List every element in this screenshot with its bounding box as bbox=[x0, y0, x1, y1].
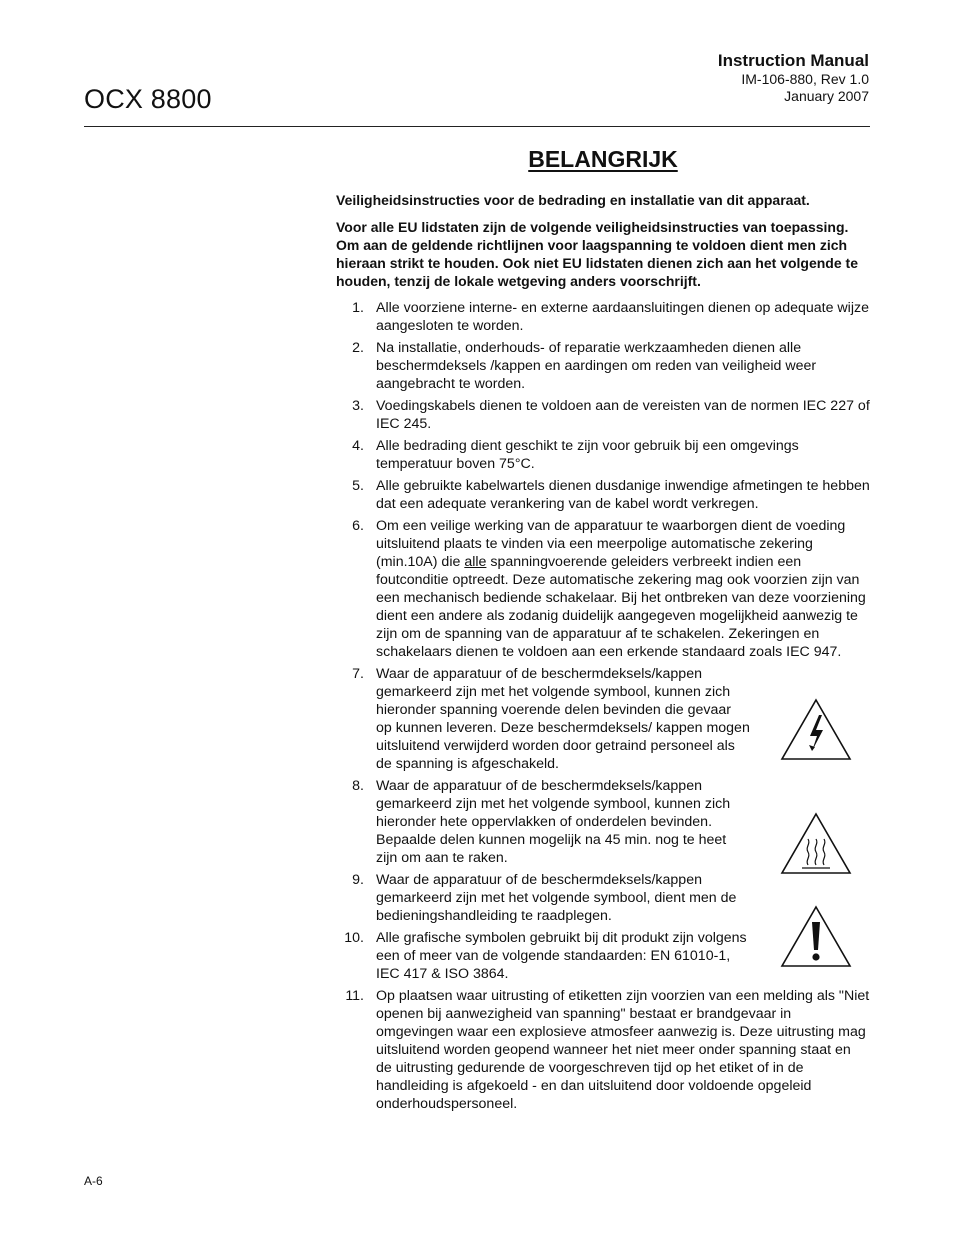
hot-surface-warning-icon bbox=[780, 811, 852, 875]
document-header bbox=[718, 51, 869, 105]
list-item bbox=[336, 437, 870, 473]
item-number: 11. bbox=[345, 988, 364, 1004]
item-number: 9. bbox=[352, 872, 364, 888]
item-text: Waar de apparatuur of de beschermdeksels/kappen gemarkeerd zijn met het volgende symbool, kunnen zich hieronder hete oppervlakken of onderdelen bevinden. Bepaalde delen kunnen mogelijk na 45 min. nog te heet zijn om aan te raken. bbox=[376, 778, 731, 866]
list-item bbox=[336, 929, 750, 983]
item-text: Voedingskabels dienen te voldoen aan de vereisten van de normen IEC 227 of IEC 245. bbox=[376, 398, 870, 432]
list-item bbox=[336, 777, 750, 867]
page-number: A-6 bbox=[84, 1174, 103, 1188]
item-text: Na installatie, onderhouds- of reparatie werkzaamheden dienen alle beschermdeksels /kappen en aardingen om reden van veiligheid weer aangebracht te worden. bbox=[376, 340, 817, 392]
item-number: 10. bbox=[344, 930, 364, 946]
electric-shock-warning-icon bbox=[780, 697, 852, 761]
item-text-part: spanningvoerende geleiders verbreekt indien een foutconditie optreedt. Deze automatische zekering mag ook voorzien zijn van een mechanisch bediende schakelaar. Bij het ontbreken van deze voorziening dient een andere als zodanig duidelijk aangegeven mogelijkheid aanwezig te zijn om de spanning van de apparatuur af te schakelen. Zekeringen en schakelaars dienen te voldoen aan een erkende standaard zoals IEC 947. bbox=[376, 554, 866, 660]
intro-paragraph-1: Veiligheidsinstructies voor de bedrading en installatie van dit apparaat. bbox=[336, 192, 810, 208]
item-text: Alle voorziene interne- en externe aardaansluitingen dienen op adequate wijze aangesloten te worden. bbox=[376, 300, 869, 334]
list-item bbox=[336, 339, 870, 393]
item-text: Waar de apparatuur of de beschermdeksels/kappen gemarkeerd zijn met het volgende symbool, kunnen zich hieronder spanning voerende delen bevinden die gevaar op kunnen leveren. Deze beschermdeksels/ kappen mogen uitsluitend verwijderd worden door getraind personeel als de spanning is afgeschakeld. bbox=[376, 666, 750, 772]
item-number: 8. bbox=[352, 778, 364, 794]
manual-title: Instruction Manual bbox=[717, 51, 869, 70]
item-text: Op plaatsen waar uitrusting of etiketten zijn voorzien van een melding als "Niet openen bij aanwezigheid van spanning" bestaat er brandgevaar in omgevingen waar een explosieve atmosfeer aanwezig is. Deze uitrusting mag uitsluitend worden geopend wanneer het niet meer onder spanning staat en de uitrusting gedurende de voorgeschreven tijd op het etiket of in de handleiding is afgekoeld - en dan uitsluitend door voldoende opgeleid onderhoudspersoneel. bbox=[376, 988, 870, 1112]
item-number: 3. bbox=[352, 398, 364, 414]
emphasis-underline: alle bbox=[464, 554, 487, 570]
list-item bbox=[336, 397, 870, 433]
item-text-part: Om een veilige werking van de apparatuur te waarborgen dient de voeding uitsluitend plaats te vinden via een meerpolige automatische zekering (min.10A) die bbox=[376, 518, 846, 570]
list-item bbox=[336, 299, 870, 335]
intro-paragraph-2: Voor alle EU lidstaten zijn de volgende veiligheidsinstructies van toepassing. Om aan de geldende richtlijnen voor laagspanning te voldoen dient men zich hieraan strikt te houden. Ook niet EU lidstaten dienen zich aan het volgende te houden, tenzij de lokale wetgeving anders voorschrijft. bbox=[336, 219, 858, 289]
list-item bbox=[336, 665, 750, 773]
item-text: Waar de apparatuur of de beschermdeksels/kappen gemarkeerd zijn met het volgende symbool, dient men de bedieningshandleiding te raadplegen. bbox=[376, 872, 737, 924]
doc-date: January 2007 bbox=[784, 88, 869, 104]
list-item bbox=[336, 477, 870, 513]
doc-number: IM-106-880, Rev 1.0 bbox=[741, 71, 869, 87]
product-name: OCX 8800 bbox=[84, 84, 212, 114]
list-item bbox=[336, 517, 870, 661]
item-text: Alle gebruikte kabelwartels dienen dusdanige inwendige afmetingen te hebben dat een adequate verankering van de kabel wordt verkregen. bbox=[376, 478, 870, 512]
list-item bbox=[336, 987, 870, 1113]
item-number: 1. bbox=[352, 300, 364, 316]
caution-exclamation-icon bbox=[780, 904, 852, 968]
page-heading: BELANGRIJK bbox=[528, 146, 678, 172]
item-number: 4. bbox=[352, 438, 364, 454]
item-number: 5. bbox=[352, 478, 364, 494]
item-text bbox=[376, 518, 866, 660]
item-number: 2. bbox=[352, 340, 364, 356]
list-item bbox=[336, 871, 750, 925]
item-number: 6. bbox=[352, 518, 364, 534]
item-text: Alle bedrading dient geschikt te zijn voor gebruik bij een omgevings temperatuur boven 75°C. bbox=[376, 438, 799, 472]
header-rule bbox=[84, 126, 870, 127]
item-text: Alle grafische symbolen gebruikt bij dit produkt zijn volgens een of meer van de volgende standaarden: EN 61010-1, IEC 417 & ISO 3864. bbox=[376, 930, 747, 982]
item-number: 7. bbox=[352, 666, 364, 682]
main-content bbox=[336, 146, 870, 1117]
